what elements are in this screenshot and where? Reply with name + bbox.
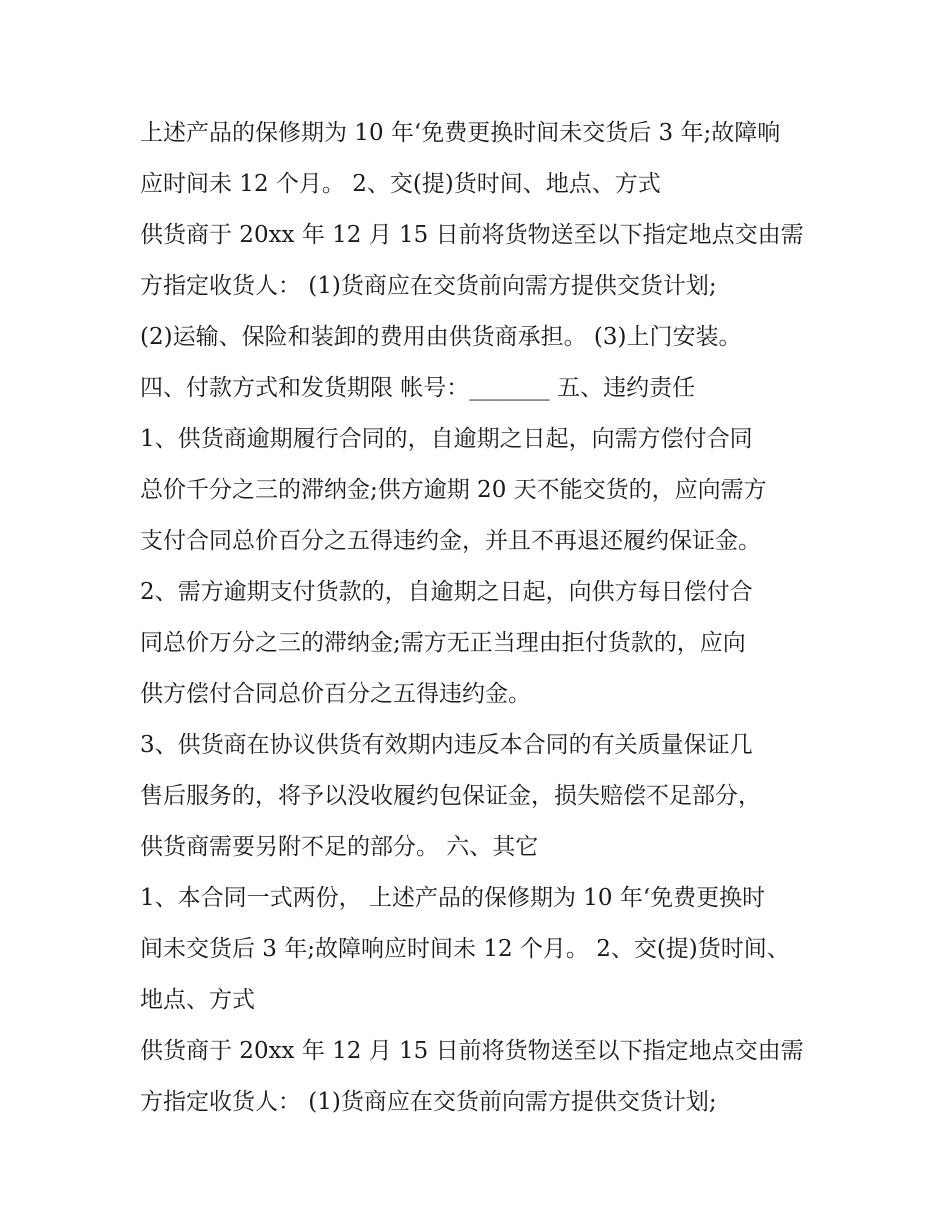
document-body bbox=[140, 108, 820, 1128]
text-line: 间未交货后 3 年;故障响应时间未 12 个月。 2、交(提)货时间、 bbox=[140, 936, 790, 962]
text-line: 供方偿付合同总价百分之五得违约金。 bbox=[140, 681, 531, 707]
text-line: 四、付款方式和发货期限 帐号：_______ 五、违约责任 bbox=[140, 375, 696, 401]
text-line: 3、供货商在协议供货有效期内违反本合同的有关质量保证几 bbox=[140, 732, 753, 758]
text-line: 同总价万分之三的滞纳金;需方无正当理由拒付货款的，应向 bbox=[140, 630, 746, 656]
text-line: 支付合同总价百分之五得违约金，并且不再退还履约保证金。 bbox=[140, 528, 761, 554]
text-line: 应时间未 12 个月。 2、交(提)货时间、地点、方式 bbox=[140, 171, 661, 197]
text-line: 1、供货商逾期履行合同的，自逾期之日起，向需方偿付合同 bbox=[140, 426, 753, 452]
text-line: 方指定收货人： (1)货商应在交货前向需方提供交货计划; bbox=[140, 1089, 717, 1115]
text-line: (2)运输、保险和装卸的费用由供货商承担。 (3)上门安装。 bbox=[140, 324, 742, 350]
text-line: 地点、方式 bbox=[140, 987, 255, 1013]
text-line: 总价千分之三的滞纳金;供方逾期 20 天不能交货的，应向需方 bbox=[140, 477, 767, 503]
text-line: 供货商需要另附不足的部分。 六、其它 bbox=[140, 834, 539, 860]
text-line: 方指定收货人： (1)货商应在交货前向需方提供交货计划; bbox=[140, 273, 717, 299]
text-line: 供货商于 20xx 年 12 月 15 日前将货物送至以下指定地点交由需 bbox=[140, 222, 804, 248]
text-line: 上述产品的保修期为 10 年‘免费更换时间未交货后 3 年;故障响 bbox=[140, 120, 781, 146]
text-line: 1、本合同一式两份， 上述产品的保修期为 10 年‘免费更换时 bbox=[140, 885, 766, 911]
text-line: 2、需方逾期支付货款的，自逾期之日起，向供方每日偿付合 bbox=[140, 579, 753, 605]
text-line: 供货商于 20xx 年 12 月 15 日前将货物送至以下指定地点交由需 bbox=[140, 1038, 804, 1064]
text-line: 售后服务的，将予以没收履约包保证金，损失赔偿不足部分， bbox=[140, 783, 761, 809]
